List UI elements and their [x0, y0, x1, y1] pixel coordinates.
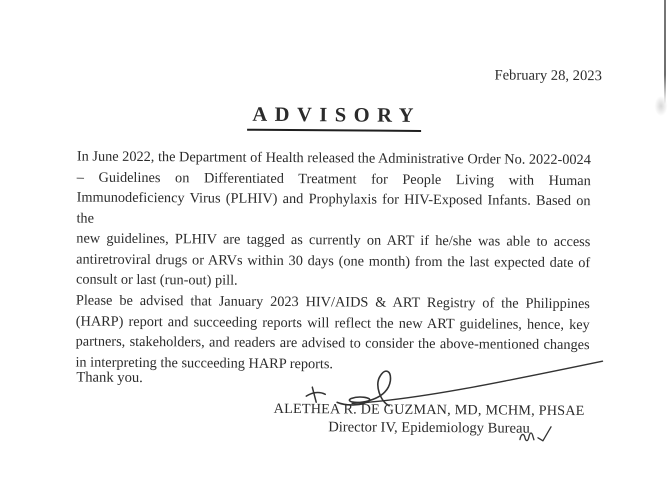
paragraph-2-line: Please be advised that January 2023 HIV/AIDS & ART Registry of the Philippines — [75, 292, 590, 313]
signatory-name: ALETHEA R. DE GUZMAN, MD, MCHM, PHSAE — [273, 400, 585, 420]
document-date: February 28, 2023 — [494, 67, 602, 85]
paragraph-1-line: – Guidelines on Differentiated Treatment for People Living with Human — [76, 169, 591, 189]
paragraph-1-line: antiretroviral drugs or ARVs within 30 days (one month) from the last expected date of — [76, 251, 591, 271]
paragraph-2-line: (HARP) report and succeeding reports will reflect the new ART guidelines, hence, key — [75, 313, 590, 333]
paragraph-1-line: new guidelines, PLHIV are tagged as currently on ART if he/she was able to access — [76, 230, 591, 251]
scan-edge-line — [664, 0, 666, 104]
document-title: ADVISORY — [247, 104, 421, 132]
paragraph-1-line: In June 2022, the Department of Health released the Administrative Order No. 2022-0024 — [76, 148, 591, 169]
title-row — [0, 102, 669, 134]
paragraph-1-line: consult or last (run-out) pill. — [75, 271, 238, 289]
paragraph-2-line: in interpreting the succeeding HARP reports. — [75, 354, 334, 372]
signature-block — [249, 401, 609, 439]
paragraph-2-line: partners, stakeholders, and readers are advised to consider the above-mentioned changes — [75, 333, 590, 354]
paragraph-1-line: Immunodeficiency Virus (PLHIV) and Prophylaxis for HIV-Exposed Infants. Based on the — [76, 189, 591, 227]
closing-text: Thank you. — [76, 369, 143, 387]
signatory-title: Director IV, Epidemiology Bureau — [328, 419, 530, 437]
scan-smudge — [654, 95, 668, 117]
paragraph-1 — [76, 147, 591, 294]
initials-checkmark-icon — [518, 424, 554, 444]
